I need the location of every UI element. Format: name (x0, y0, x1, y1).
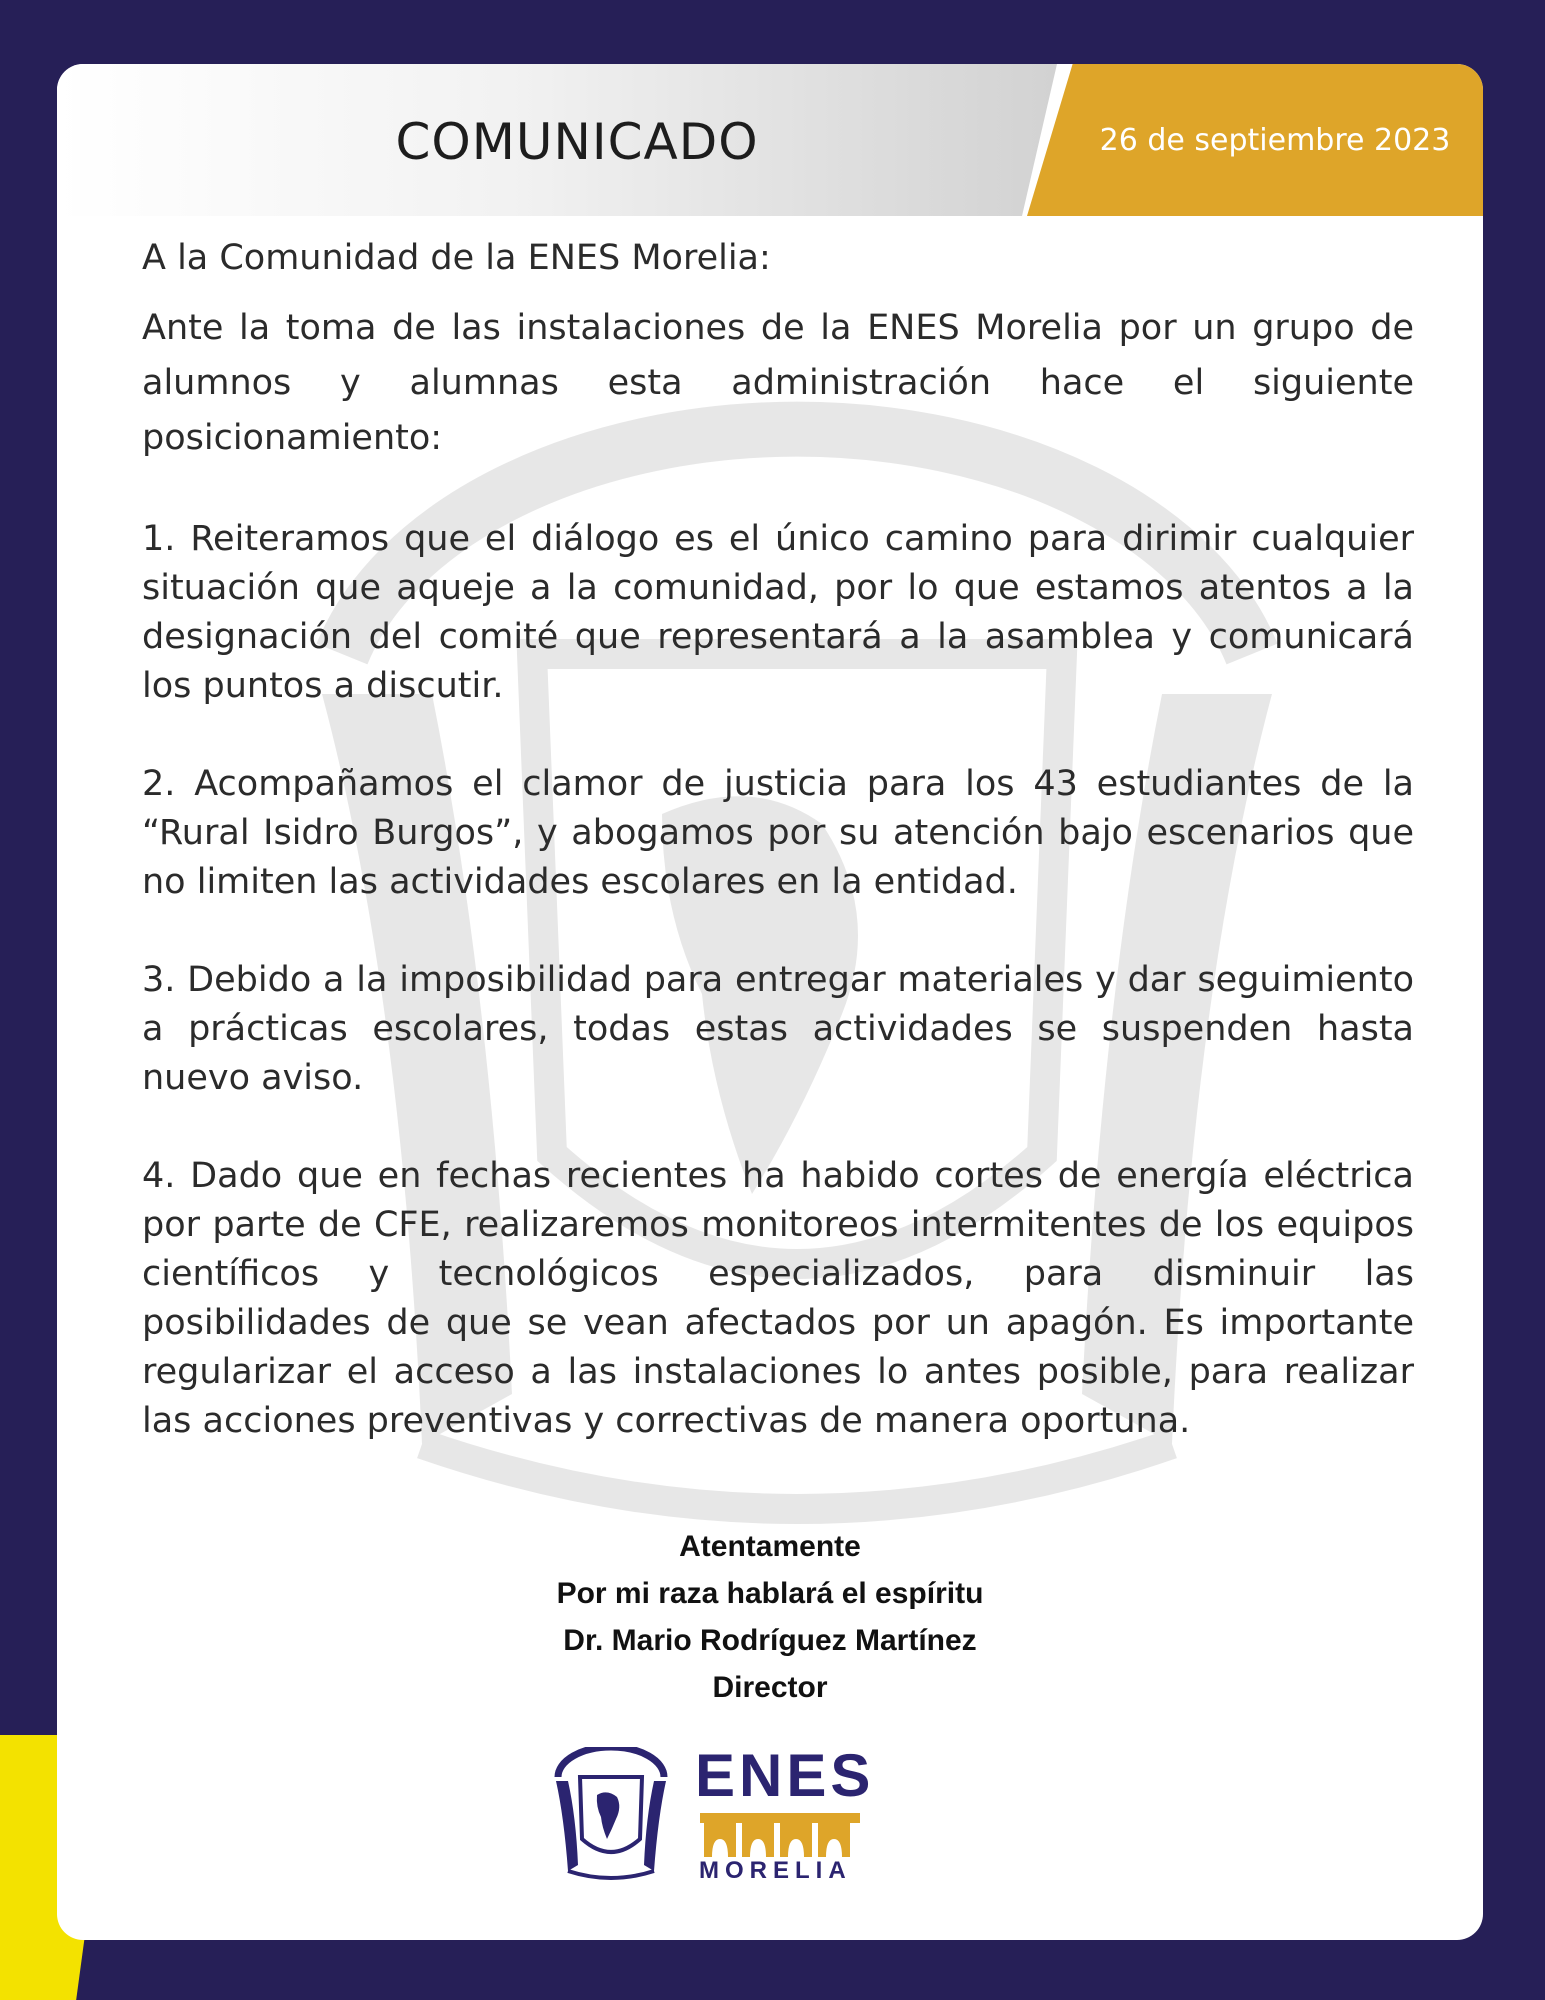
aqueduct-arches-icon (700, 1813, 860, 1857)
signature-block (57, 1523, 1483, 1711)
signature-name: Dr. Mario Rodríguez Martínez (563, 1624, 977, 1657)
letter-point-4: 4. Dado que en fechas recientes ha habido cortes de energía eléctrica por parte de CFE, realizaremos monitoreos intermitentes de los equipos científicos y tecnológicos especializados, para disminuir las posibilidades de que se vean afectados por un apagón. Es importante regularizar el acceso a las instalaciones lo antes posible, para realizar las acciones preventivas y correctivas de manera oportuna. (142, 1156, 1414, 1441)
letter-point-2: 2. Acompañamos el clamor de justicia para los 43 estudiantes de la “Rural Isidro Burgos”, y abogamos por su atención bajo escenarios que no limiten las actividades escolares en la entidad. (142, 764, 1414, 902)
morelia-logo-text: MORELIA (699, 1857, 852, 1884)
signature-role: Director (712, 1671, 828, 1704)
letter-intro: Ante la toma de las instalaciones de la ENES Morelia por un grupo de alumnos y alumnas esta administración hace el siguiente posicionamiento: (142, 308, 1414, 458)
document-title: COMUNICADO (395, 113, 759, 171)
letter-body (142, 234, 1414, 1446)
logos-block (552, 1742, 992, 1885)
enes-logo-text: ENES (695, 1742, 875, 1809)
letter-point-3: 3. Debido a la imposibilidad para entregar materiales y dar seguimiento a prácticas escolares, todas estas actividades se suspenden hasta nuevo aviso. (142, 960, 1414, 1098)
letter-point-1: 1. Reiteramos que el diálogo es el único camino para dirimir cualquier situación que aqueje a la comunidad, por lo que estamos atentos a la designación del comité que representará a la asamblea y comunicará los puntos a discutir. (142, 519, 1414, 706)
document-card (57, 64, 1483, 1940)
signature-motto: Por mi raza hablará el espíritu (556, 1577, 984, 1610)
document-date: 26 de septiembre 2023 (1099, 122, 1451, 158)
signature-closing: Atentamente (679, 1530, 861, 1563)
letter-salutation: A la Comunidad de la ENES Morelia: (142, 238, 771, 278)
unam-seal-icon (552, 1747, 670, 1882)
